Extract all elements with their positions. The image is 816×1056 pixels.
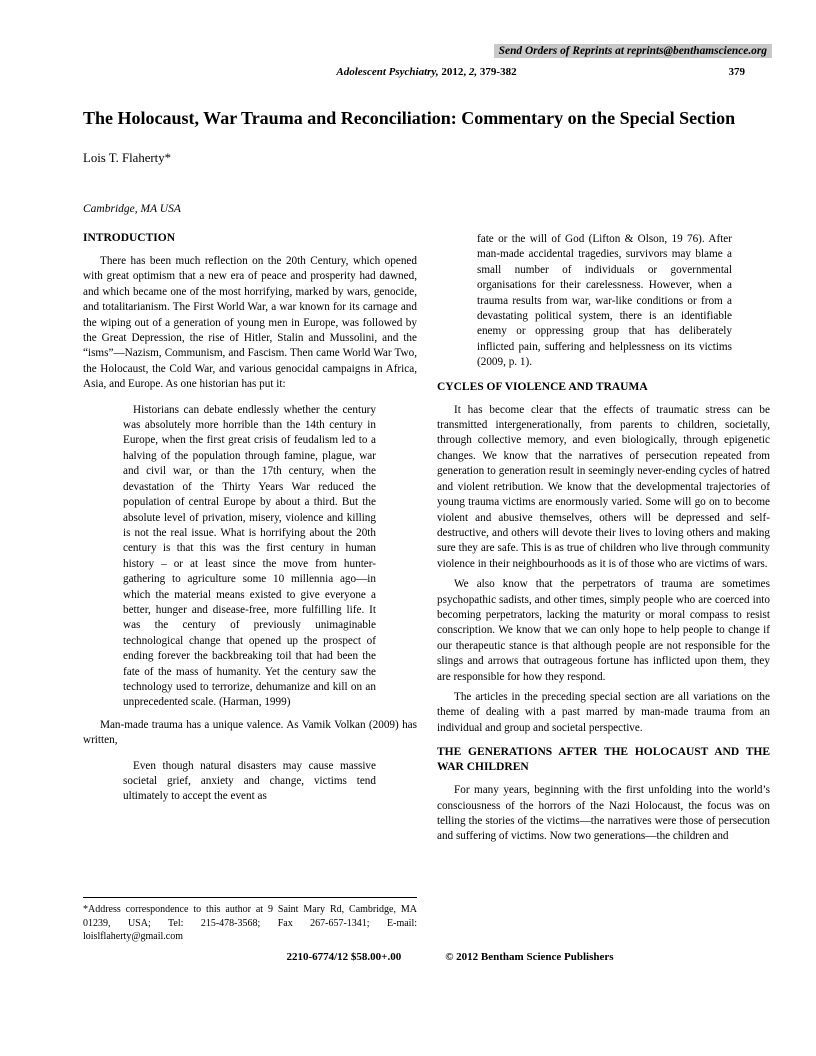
right-column [437,231,770,944]
section-heading-cycles: CYCLES OF VIOLENCE AND TRAUMA [437,380,648,393]
block-quote-volkan-continuation: fate or the will of God (Lifton & Olson, 19 76). After man-made accidental tragedies, survivors may blame a small number of individuals or governmental organisations for their carelessness. However, when a trauma results from war, war-like conditions or from a devastating political system, there is an identifiable enemy or oppressing group that has deliberately inflicted pain, suffering and helplessness on its victims (2009, p. 1). [477,233,732,369]
paragraph-cycles-2: We also know that the perpetrators of trauma are sometimes psychopathic sadists, and other times, simply people who are coerced into becoming perpetrators, lacking the maturity or moral compass to resist conscription. We know that we can only hope to help people to change if our therapeutic stance is that although people are not responsible for the slings and arrows that outrageous fortune has inflicted upon them, they are responsible for how they respond. [437,578,770,683]
intro-paragraph: There has been much reflection on the 20th Century, which opened with great optimism that a new era of peace and prosperity had dawned, and which became one of the most horrifying, marked by wars, genocide, and totalitarianism. The First World War, a war known for its carnage and the wiping out of a generation of young men in Europe, was followed by the Great Depression, the rise of Hitler, Stalin and Mussolini, and the “isms”—Nazism, Communism, and Fascism. Then came World War Two, the Holocaust, the Cold War, and various genocidal campaigns in Africa, Asia, and Europe. As one historian has put it: [83,255,417,391]
paragraph-cycles-1: It has become clear that the effects of traumatic stress can be transmitted intergenerationally, from parents to children, societally, through collective memory, and even biologically, through epigenetic changes. We know that the narratives of persecution repeated from generation to generation result in seemingly never-ending cycles of hatred and violent retribution. We know that the developmental trajectories of young trauma victims are enormously varied. Some will go on to become violent and abusive themselves, others will be depressed and self-destructive, and others will devote their lives to loving others and making sure they are safe. This is as true of children who live through community violence in their neighbourhoods as it is of those who are victims of wars. [437,403,770,570]
article-author: Lois T. Flaherty* [83,151,172,165]
paragraph-cycles-3: The articles in the preceding special section are all variations on the theme of dealing with a past marred by man-made trauma from an individual and group and societal perspective. [437,690,770,734]
issn-price: 2210-6774/12 $58.00+.00 [286,951,402,963]
page-number: 379 [728,66,745,78]
section-heading-generations: THE GENERATIONS AFTER THE HOLOCAUST AND THE WAR CHILDREN [437,746,770,774]
journal-pages: 379-382 [479,66,517,78]
journal-name: Adolescent Psychiatry, [336,66,439,78]
journal-year: 2012, [441,66,467,78]
paragraph-generations: For many years, beginning with the first unfolding into the world’s consciousness of the horrors of the Nazi Holocaust, the focus was on telling the stories of the victims—the narratives were those of persecution and suffering of victims. Now two generations—the children and [437,784,770,843]
paragraph-manmade-trauma: Man-made trauma has a unique valence. As Vamik Volkan (2009) has written, [83,718,417,747]
journal-reference-line [83,65,770,79]
journal-volume: 2, [468,66,478,78]
block-quote-harman: Historians can debate endlessly whether the century was absolutely more horrible than the 14th century in Europe, when the first great crisis of feudalism led to a halving of the population through famine, plague, war and civil war, or than the 17th century, when the devastation of the Thirty Years War reduced the population of central Europe by about a third. But the absolute level of privation, misery, violence and killing is not the real issue. What is horrifying about the 20th century is that this was the first century in human history – or at least since the move from hunter-gathering to agriculture some 10 millennia ago—in which the material means existed to give everyone a better, hunger and disease-free, more fulfilling life. It was the century of previously unimaginable technological change that opened up the prospect of ending forever the backbreaking toil that had been the fate of the mass of humanity. Yet the century saw the technology used to terrorize, dehumanize and kill on an unprecedented scale. (Harman, 1999) [123,403,376,709]
left-column [83,231,417,944]
page-footer [0,950,816,964]
block-quote-volkan-start: Even though natural disasters may cause massive societal grief, anxiety and change, victims tend ultimately to accept the event as [123,759,376,803]
reprint-notice: Send Orders of Reprints at reprints@benthamscience.org [494,44,772,58]
article-title: The Holocaust, War Trauma and Reconciliation: Commentary on the Special Section [83,108,736,129]
article-affiliation: Cambridge, MA USA [83,203,181,215]
correspondence-footnote: *Address correspondence to this author at 9 Saint Mary Rd, Cambridge, MA 01239, USA; Tel: 215-478-3568; Fax 267-657-1341; E-mail: loislflaherty@gmail.com [83,897,417,944]
copyright-notice: © 2012 Bentham Science Publishers [445,951,614,963]
section-heading-introduction: INTRODUCTION [83,232,176,244]
article-body [83,231,770,944]
